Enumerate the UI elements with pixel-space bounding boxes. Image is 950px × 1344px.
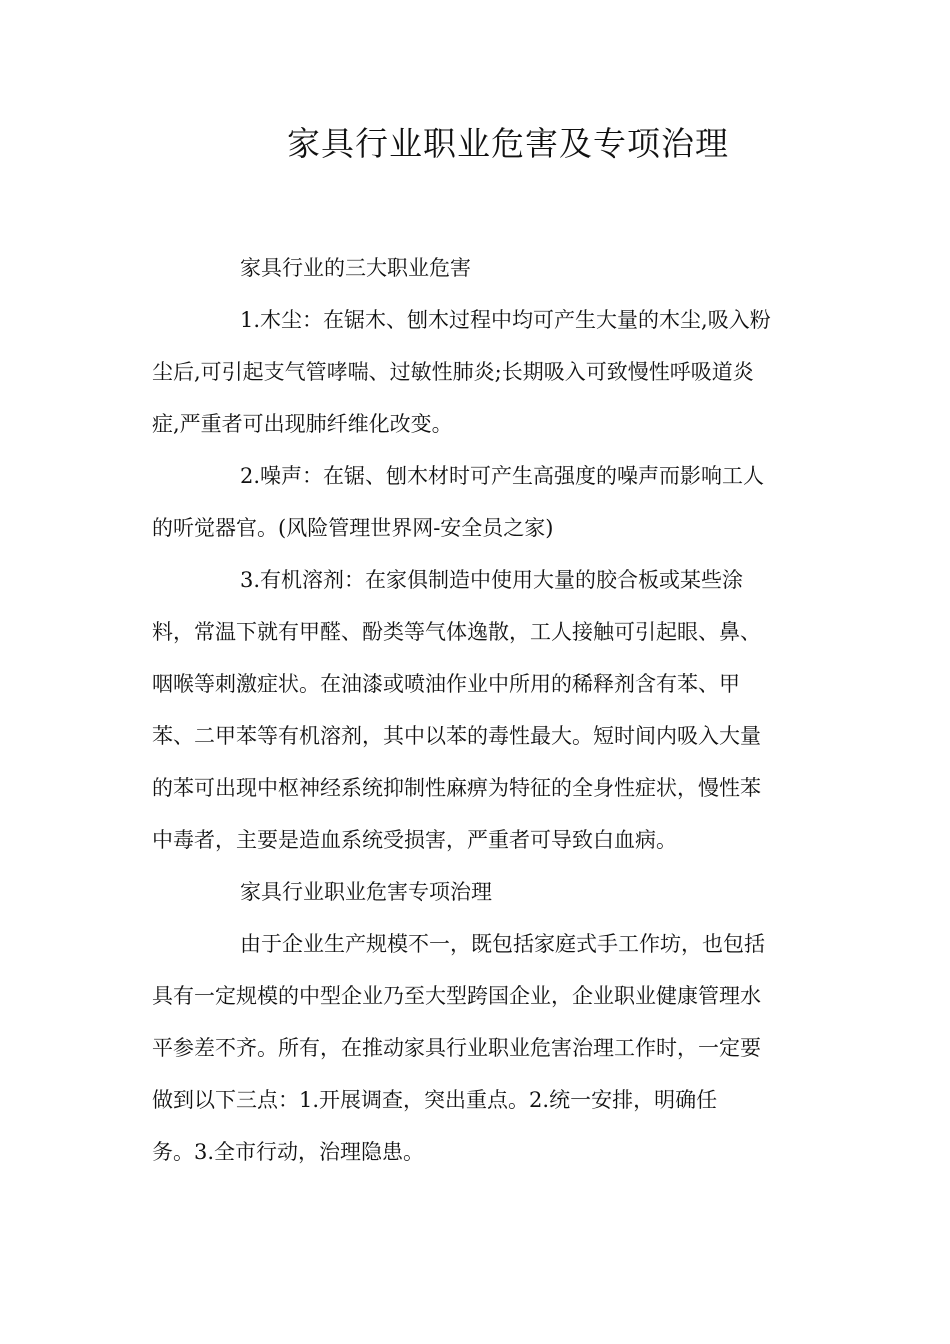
body-text-line: 家具行业的三大职业危害	[240, 256, 471, 280]
body-text-line: 务。3.全市行动，治理隐患。	[152, 1140, 425, 1164]
body-text-line: 的听觉器官。(风险管理世界网-安全员之家)	[152, 516, 554, 540]
body-text-line: 中毒者，主要是造血系统受损害，严重者可导致白血病。	[152, 828, 677, 852]
body-text-line: 咽喉等刺激症状。在油漆或喷油作业中所用的稀释剂含有苯、甲	[152, 672, 740, 696]
document-title: 家具行业职业危害及专项治理	[287, 124, 729, 163]
body-text-line: 平参差不齐。所有，在推动家具行业职业危害治理工作时，一定要	[152, 1036, 761, 1060]
body-text-line: 的苯可出现中枢神经系统抑制性麻痹为特征的全身性症状，慢性苯	[152, 776, 761, 800]
body-text-line: 症,严重者可出现肺纤维化改变。	[152, 412, 453, 436]
body-text-line: 做到以下三点：1.开展调查，突出重点。2.统一安排，明确任	[152, 1088, 718, 1112]
body-text-line: 具有一定规模的中型企业乃至大型跨国企业，企业职业健康管理水	[152, 984, 761, 1008]
document-body	[152, 242, 800, 1178]
body-text-line: 苯、二甲苯等有机溶剂，其中以苯的毒性最大。短时间内吸入大量	[152, 724, 761, 748]
body-text-line: 3.有机溶剂：在家俱制造中使用大量的胶合板或某些涂	[240, 568, 744, 592]
body-text-line: 由于企业生产规模不一，既包括家庭式手工作坊，也包括	[240, 932, 765, 956]
body-text-line: 家具行业职业危害专项治理	[240, 880, 492, 904]
body-text-line: 尘后,可引起支气管哮喘、过敏性肺炎;长期吸入可致慢性呼吸道炎	[152, 360, 754, 384]
body-text-line: 2.噪声：在锯、刨木材时可产生高强度的噪声而影响工人	[240, 464, 765, 488]
body-text-line: 1.木尘：在锯木、刨木过程中均可产生大量的木尘,吸入粉	[240, 308, 771, 332]
body-text-line: 料，常温下就有甲醛、酚类等气体逸散，工人接触可引起眼、鼻、	[152, 620, 761, 644]
